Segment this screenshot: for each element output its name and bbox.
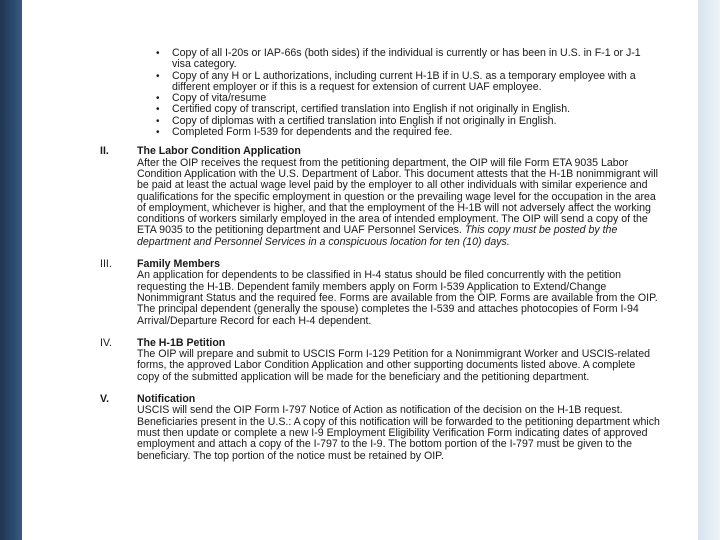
section-text: USCIS will send the OIP Form I-797 Notice of Action as notification of the decision on the H-1B request. xyxy=(137,404,623,417)
document-page xyxy=(22,0,698,540)
bullet-icon: • xyxy=(156,115,160,127)
list-item: • Completed Form I-539 for dependents and the required fee. xyxy=(156,126,453,139)
section-number: III. xyxy=(100,258,112,271)
section-notification xyxy=(100,394,660,462)
section-heading: Family Members xyxy=(137,258,221,271)
section-number: IV. xyxy=(100,336,112,349)
bullet-icon: • xyxy=(156,70,160,82)
list-item: • Copy of any H or L authorizations, including current H-1B if in U.S. as a temporary employee with a different employer or if this is a request for extension of current UAF employee. xyxy=(156,69,636,93)
section-text-continued: Beneficiaries present in the U.S.: A copy of this notification will be forwarded to the petitioning department which must then update or complete a new I-9 Employment Eligibility Verification Form indicating dates of approved employment and attach a copy of the I-797 to the I-9. The bottom portion of the I-797 must be given to the beneficiary. The top portion of the notice must be retained by OIP. xyxy=(137,415,660,462)
section-text: An application for dependents to be classified in H-4 status should be filed concurrently with the petition requesting the H-1B. Dependent family members apply on Form I-539 Application to Extend/Change Nonimmigrant Status and the required fee. Forms are available from the OIP. Forms are available from the OIP. The principal dependent (generally the spouse) completes the I-539 and attaches photocopies of Form I-94 Arrival/Departure Record for each H-4 dependent. xyxy=(137,269,658,327)
section-heading: Notification xyxy=(137,393,196,406)
document-body xyxy=(100,48,660,473)
left-decorative-bar xyxy=(0,0,22,540)
section-text: The OIP will prepare and submit to USCIS Form I-129 Petition for a Nonimmigrant Worker and USCIS-related forms, the approved Labor Condition Application and other supporting documents listed above. A complete copy of the submitted application will be made for the beneficiary and the petitioning department. xyxy=(137,348,651,383)
section-italic-note: This copy must be posted by the department and Personnel Services in a conspicuous location for ten (10) days. xyxy=(137,224,618,248)
section-labor-condition xyxy=(100,146,660,248)
list-item: • Certified copy of transcript, certified translation into English if not originally in English. xyxy=(156,103,571,116)
list-item: • Copy of vita/resume xyxy=(156,92,267,105)
bullet-icon: • xyxy=(156,127,160,139)
section-number: V. xyxy=(100,393,110,406)
requirements-list xyxy=(100,48,660,138)
section-h1b-petition xyxy=(100,338,660,383)
section-heading: The Labor Condition Application xyxy=(137,145,301,158)
bullet-icon: • xyxy=(156,48,160,59)
section-number: II. xyxy=(100,145,109,158)
right-decorative-bar xyxy=(698,0,720,540)
list-item: • Copy of diplomas with a certified translation into English if not originally in English. xyxy=(156,114,557,127)
bullet-icon: • xyxy=(156,104,160,116)
section-family-members xyxy=(100,259,660,327)
list-item: • Copy of all I-20s or IAP-66s (both sides) if the individual is currently or has been in U.S. in F-1 or J-1 visa category. xyxy=(156,47,641,71)
section-heading: The H-1B Petition xyxy=(137,336,226,349)
section-text: After the OIP receives the request from the petitioning department, the OIP will file Form ETA 9035 Labor Condition Application with the U.S. Department of Labor. This document attests that the H-1B nonimmigrant will be paid at least the actual wage level paid by the employer to all other individuals with similar experience and qualifications for the specific employment in question or the prevailing wage level for the occupation in the area of employment, whichever is higher, and that the employment of the H-1B will not adversely affect the working conditions of workers similarly employed in the area of intended employment. The OIP will send a copy of the ETA 9035 to the petitioning department and UAF Personnel Services. This copy must be posted by the department and Personnel Services in a conspicuous location for ten (10) days. xyxy=(137,156,658,248)
bullet-icon: • xyxy=(156,93,160,105)
